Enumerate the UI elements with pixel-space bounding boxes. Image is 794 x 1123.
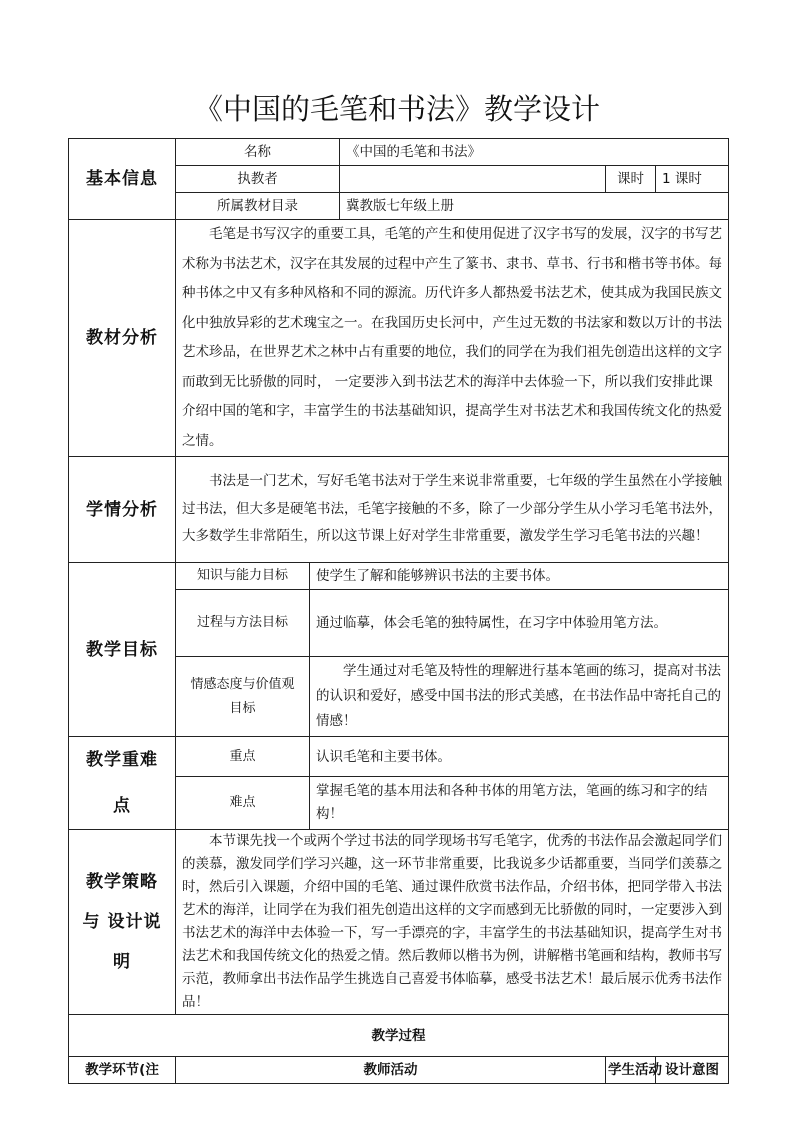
goal-label-emotion: 情感态度与价值观目标 [176,657,310,737]
period-value: 1 课时 [656,166,729,193]
lesson-plan-table [68,138,729,1084]
teacher-value [340,166,606,193]
period-label: 课时 [606,166,656,193]
strategy-header: 教学策略与 设计说明 [69,830,176,1015]
material-analysis-row [69,220,729,457]
goal-text-process: 通过临摹，体会毛笔的独特属性，在习字中体验用笔方法。 [310,590,729,657]
catalog-value: 冀教版七年级上册 [340,193,729,220]
goal-text-emotion: 学生通过对毛笔及特性的理解进行基本笔画的练习，提高对书法的认识和爱好，感受中国书法的形式美感，在书法作品中寄托自己的情感！ [310,657,729,737]
key-points-header: 教学重难点 [69,737,176,830]
process-header: 教学过程 [69,1015,729,1057]
goals-header: 教学目标 [69,563,176,737]
page-title: 《中国的毛笔和书法》教学设计 [193,92,600,126]
process-col-intent: 设计意图 [656,1057,729,1084]
key-point-label: 重点 [176,737,310,777]
basic-info-header: 基本信息 [69,139,176,220]
difficult-point-text: 掌握毛笔的基本用法和各种书体的用笔方法，笔画的练习和字的结构！ [310,777,729,830]
name-value: 《中国的毛笔和书法》 [340,139,729,166]
teacher-label: 执教者 [176,166,340,193]
key-point-row [69,737,729,777]
goal-text-knowledge: 使学生了解和能够辨识书法的主要书体。 [310,563,729,590]
student-analysis-header: 学情分析 [69,457,176,563]
goal-row-knowledge [69,563,729,590]
student-analysis-row [69,457,729,563]
goal-label-knowledge: 知识与能力目标 [176,563,310,590]
name-label: 名称 [176,139,340,166]
process-header-row [69,1015,729,1057]
key-point-text: 认识毛笔和主要书体。 [310,737,729,777]
process-col-stage: 教学环节(注 [69,1057,176,1084]
basic-info-row-name [69,139,729,166]
process-col-student: 学生活动 [606,1057,656,1084]
process-columns-row [69,1057,729,1084]
difficult-point-label: 难点 [176,777,310,830]
goal-label-process: 过程与方法目标 [176,590,310,657]
strategy-row [69,830,729,1015]
material-analysis-header: 教材分析 [69,220,176,457]
process-col-teacher: 教师活动 [176,1057,606,1084]
strategy-text: 本节课先找一个或两个学过书法的同学现场书写毛笔字，优秀的书法作品会激起同学们的羡慕，激发同学们学习兴趣，这一环节非常重要，比我说多少话都重要，当同学们羡慕之时，然后引入课题，介绍中国的毛笔、通过课件欣赏书法作品，介绍书体，把同学带入书法艺术的海洋，让同学在为我们祖先创造出这样的文字而感到无比骄傲的同时，一定要涉入到书法艺术的海洋中去体验一下，写一手漂亮的字，丰富学生的书法基础知识，提高学生对书法艺术和我国传统文化的热爱之情。然后教师以楷书为例，讲解楷书笔画和结构，教师书写示范，教师拿出书法作品学生挑选自己喜爱书体临摹，感受书法艺术！最后展示优秀书法作品！ [176,830,729,1015]
material-analysis-text: 毛笔是书写汉字的重要工具，毛笔的产生和使用促进了汉字书写的发展，汉字的书写艺术称为书法艺术，汉字在其发展的过程中产生了篆书、隶书、草书、行书和楷书等书体。每种书体之中又有多种风格和不同的源流。历代许多人都热爱书法艺术，使其成为我国民族文化中独放异彩的艺术瑰宝之一。在我国历史长河中，产生过无数的书法家和数以万计的书法艺术珍品，在世界艺术之林中占有重要的地位，我们的同学在为我们祖先创造出这样的文字而敢到无比骄傲的同时， 一定要涉入到书法艺术的海洋中去体验一下，所以我们安排此课介绍中国的笔和字，丰富学生的书法基础知识，提高学生对书法艺术和我国传统文化的热爱之情。 [176,220,729,457]
catalog-label: 所属教材目录 [176,193,340,220]
student-analysis-text: 书法是一门艺术，写好毛笔书法对于学生来说非常重要，七年级的学生虽然在小学接触过书法，但大多是硬笔书法，毛笔字接触的不多，除了一少部分学生从小学习毛笔书法外，大多数学生非常陌生，所以这节课上好对学生非常重要，激发学生学习毛笔书法的兴趣！ [176,457,729,563]
